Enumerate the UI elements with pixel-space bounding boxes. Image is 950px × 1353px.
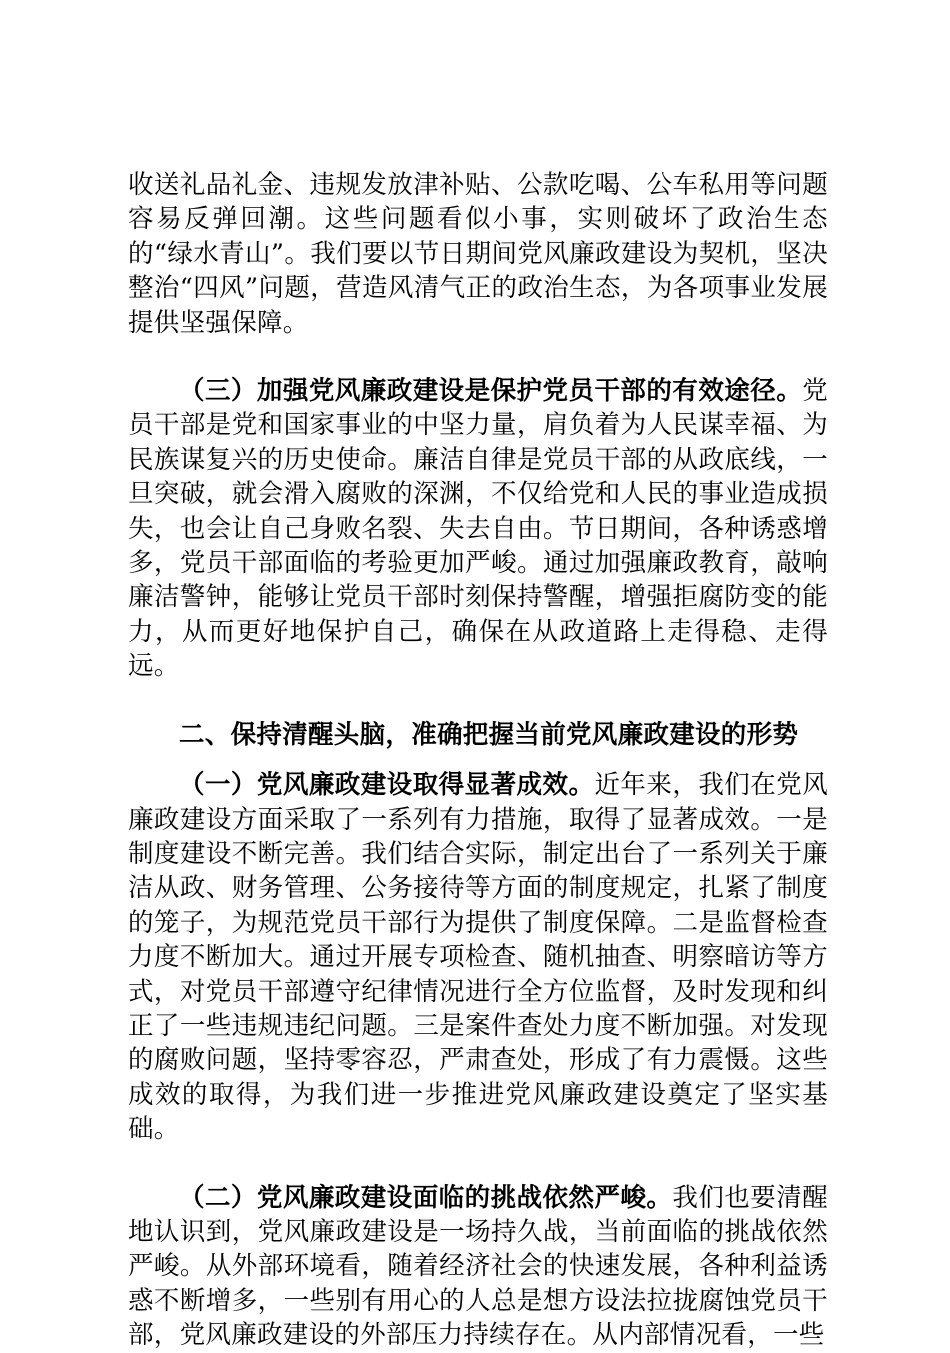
subsection-heading: （一）党风廉政建设取得显著成效。	[179, 770, 595, 801]
paragraph-body: 党员干部是党和国家事业的中坚力量，肩负着为人民谋幸福、为民族谋复兴的历史使命。廉洁自律是党员干部的从政底线，一旦突破，就会滑入腐败的深渊，不仅给党和人民的事业造成损失，也会让自己身败名裂、失去自由。节日期间，各种诱惑增多，党员干部面临的考验更加严峻。通过加强廉政教育，敲响廉洁警钟，能够让党员干部时刻保持警醒，增强拒腐防变的能力，从而更好地保护自己，确保在从政道路上走得稳、走得远。	[128, 376, 828, 682]
paragraph-spacer	[128, 1147, 828, 1181]
paragraph-spacer	[128, 340, 828, 374]
section-heading-2: 二、保持清醒头脑，准确把握当前党风廉政建设的形势	[179, 719, 799, 750]
paragraph-section-3	[128, 374, 828, 684]
subsection-heading: （三）加强党风廉政建设是保护党员干部的有效途径。	[179, 376, 803, 407]
paragraph-section-2-1	[128, 768, 828, 1146]
paragraph-spacer	[128, 684, 828, 718]
paragraph-body: 近年来，我们在党风廉政建设方面采取了一系列有力措施，取得了显著成效。一是制度建设不断完善。我们结合实际，制定出台了一系列关于廉洁从政、财务管理、公务接待等方面的制度规定，扎紧了制度的笼子，为规范党员干部行为提供了制度保障。二是监督检查力度不断加大。通过开展专项检查、随机抽查、明察暗访等方式，对党员干部遵守纪律情况进行全方位监督，及时发现和纠正了一些违规违纪问题。三是案件查处力度不断加强。对发现的腐败问题，坚持零容忍，严肃查处，形成了有力震慑。这些成效的取得，为我们进一步推进党风廉政建设奠定了坚实基础。	[128, 770, 828, 1145]
paragraph-body: 我们也要清醒地认识到，党风廉政建设是一场持久战，当前面临的挑战依然严峻。从外部环境看，随着经济社会的快速发展，各种利益诱惑不断增多，一些别有用心的人总是想方设法拉拢腐蚀党员干部，党风廉政建设的外部压力持续存在。从内部情况看，一些	[128, 1182, 828, 1351]
paragraph-spacer	[128, 752, 828, 768]
paragraph-section-2-2	[128, 1181, 828, 1353]
paragraph-continued: 收送礼品礼金、违规发放津补贴、公款吃喝、公车私用等问题容易反弹回潮。这些问题看似小事，实则破坏了政治生态的“绿水青山”。我们要以节日期间党风廉政建设为契机，坚决整治“四风”问题，营造风清气正的政治生态，为各项事业发展提供坚强保障。	[128, 170, 828, 338]
document-page	[128, 168, 828, 1353]
subsection-heading: （二）党风廉政建设面临的挑战依然严峻。	[179, 1182, 673, 1213]
